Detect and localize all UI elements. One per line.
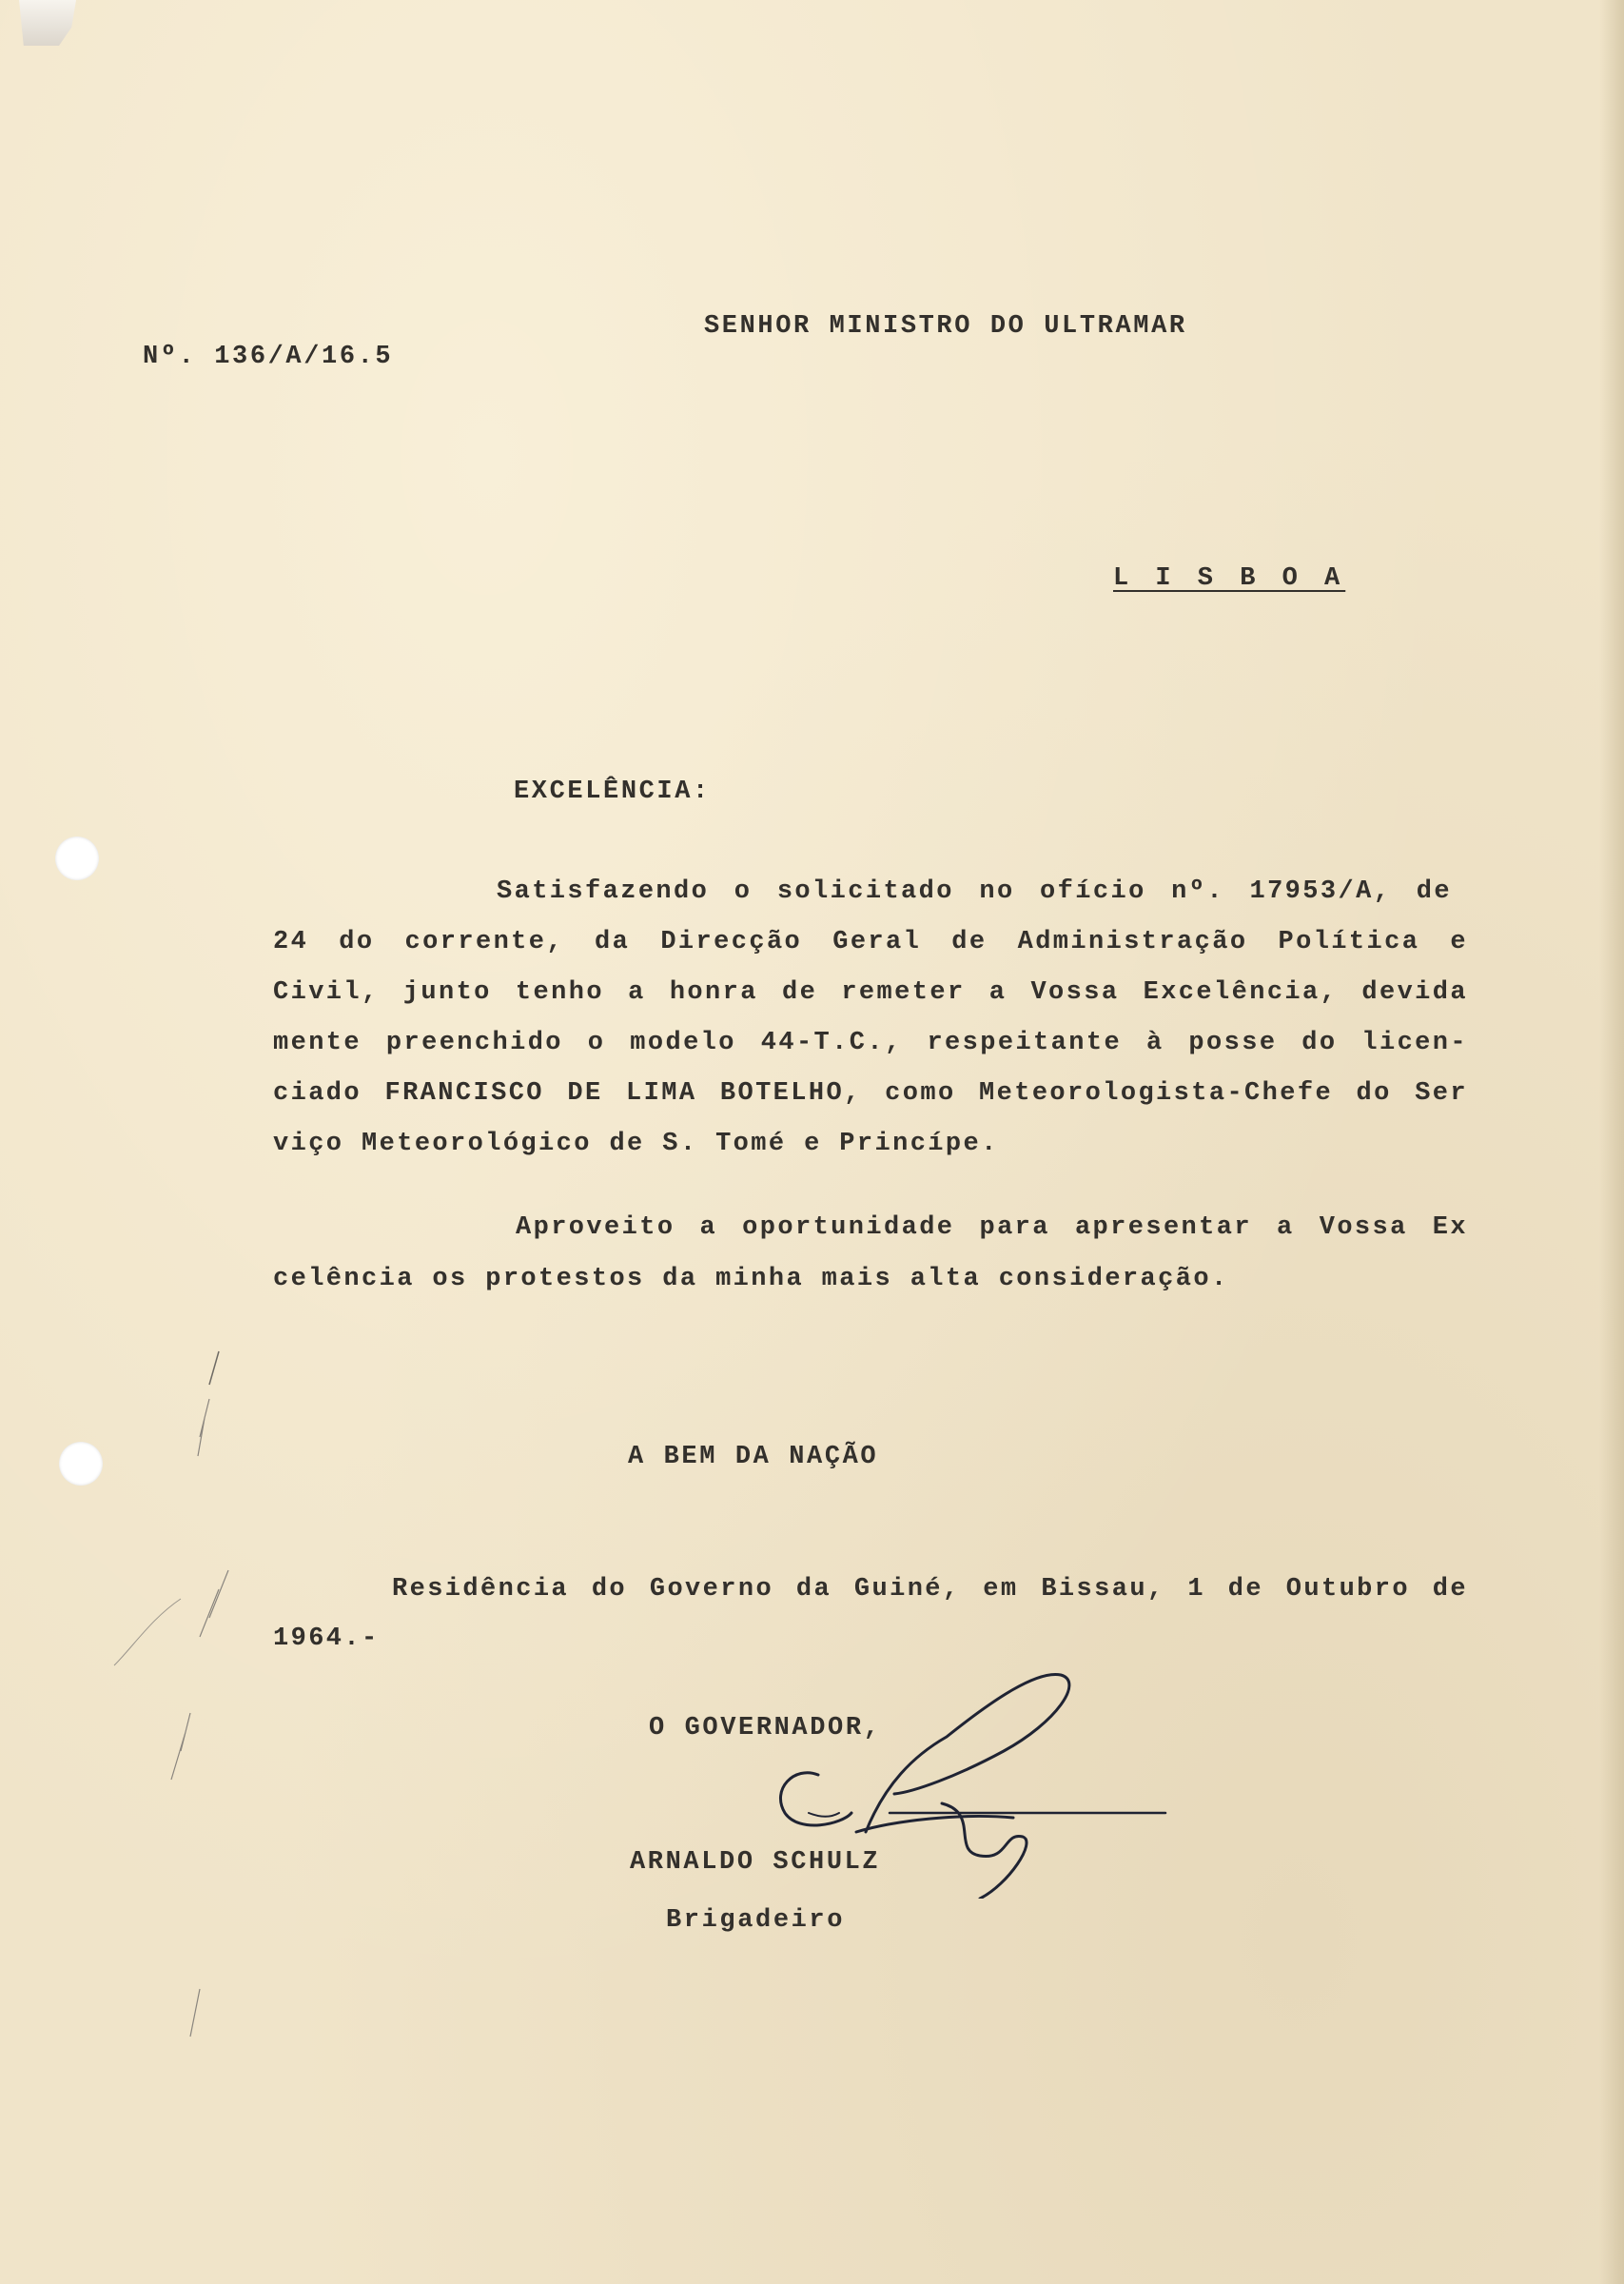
reference-number: Nº. 136/A/16.5 xyxy=(143,343,394,371)
signatory-name: ARNALDO SCHULZ xyxy=(630,1848,881,1877)
paragraph-1-line: mente preenchido o modelo 44-T.C., respeitante à posse do licen- xyxy=(273,1029,1468,1057)
punch-hole-top xyxy=(55,837,99,880)
closing-motto: A BEM DA NAÇÃO xyxy=(628,1443,879,1471)
signatory-title: O GOVERNADOR, xyxy=(649,1714,882,1743)
paragraph-1-line: ciado FRANCISCO DE LIMA BOTELHO, como Meteorologista-Chefe do Ser xyxy=(273,1079,1468,1108)
destination-city: L I S B O A xyxy=(1113,564,1346,593)
paragraph-2-line: celência os protestos da minha mais alta consideração. xyxy=(273,1265,1229,1293)
paragraph-2-line: Aproveito a oportunidade para apresentar a Vossa Ex xyxy=(516,1213,1468,1242)
handwritten-signature xyxy=(752,1670,1189,1899)
torn-corner xyxy=(19,0,76,46)
paragraph-1-line: 24 do corrente, da Direcção Geral de Administração Política e xyxy=(273,928,1468,956)
paragraph-1-line: Satisfazendo o solicitado no ofício nº. 17953/A, de xyxy=(497,877,1452,906)
paragraph-1-line: Civil, junto tenho a honra de remeter a Vossa Excelência, devida xyxy=(273,978,1468,1007)
salutation: EXCELÊNCIA: xyxy=(514,778,711,806)
place-date-line: Residência do Governo da Guiné, em Bissau, 1 de Outubro de xyxy=(392,1575,1468,1604)
paper-edge xyxy=(1599,0,1624,2284)
addressee: SENHOR MINISTRO DO ULTRAMAR xyxy=(704,312,1187,341)
margin-pencil-marks xyxy=(76,1332,266,2094)
signatory-rank: Brigadeiro xyxy=(666,1906,846,1935)
paragraph-1-line: viço Meteorológico de S. Tomé e Princípe. xyxy=(273,1130,999,1158)
place-date-line: 1964.- xyxy=(273,1624,380,1653)
